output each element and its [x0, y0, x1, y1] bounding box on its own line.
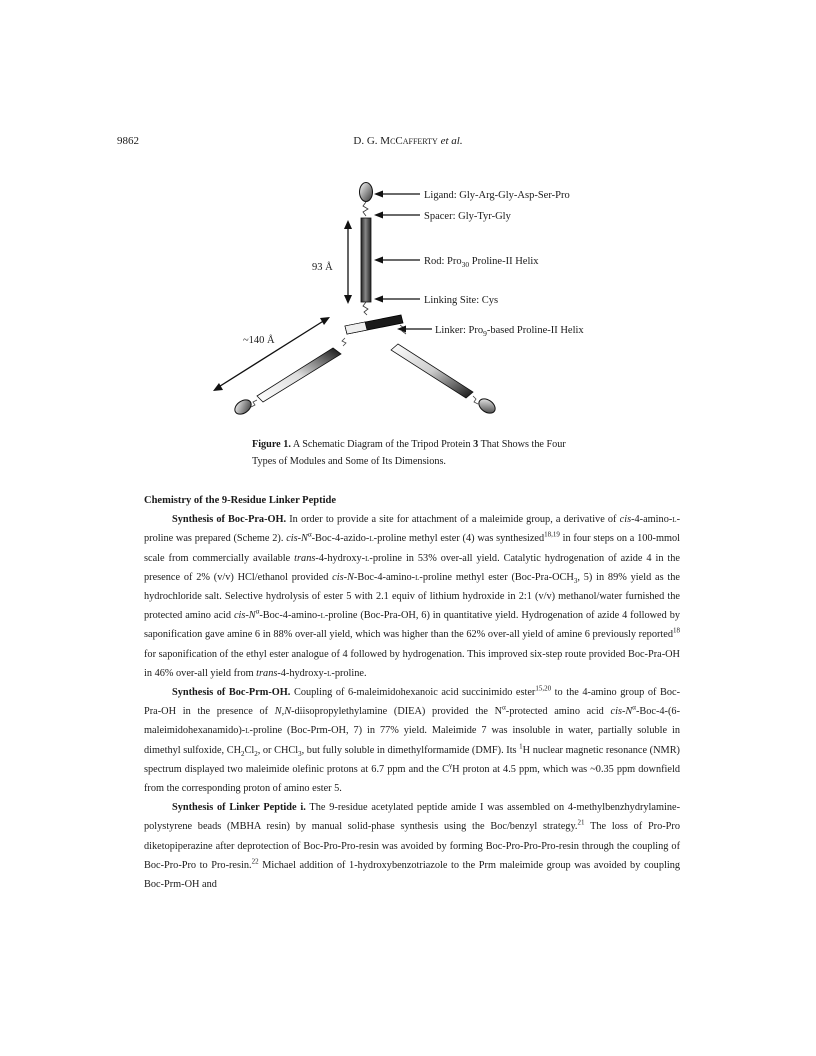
- top-ligand: [360, 183, 373, 217]
- superscript: α: [502, 703, 506, 712]
- body-text: [144, 491, 680, 894]
- text-run: Michael addition of 1-hydroxybenzotriazole to the Prm maleimide group was avoided by coupling Boc-Prm-OH and: [144, 859, 680, 891]
- text-run: -proline (Boc-Pra-OH, 6) in quantitative yield. Hydrogenation of azide 4 followed by saponification gave amine 6 in 88% over-all yield, which was higher than the 62% over-all yield of amine 6 previously reported: [144, 610, 680, 641]
- linker-label-suffix: -based Proline-II Helix: [486, 325, 584, 336]
- text-run: Cl: [244, 744, 255, 756]
- rod-label-suffix: Proline-II Helix: [469, 256, 539, 267]
- rod-label: [424, 256, 539, 269]
- caption-text-a: A Schematic Diagram of the Tripod Protein: [290, 439, 474, 450]
- reference-citation: 21: [577, 819, 585, 828]
- rod-dimension-arrow: [344, 220, 352, 304]
- text-run: H nuclear magnetic resonance (NMR) spectrum displayed two maleimide olefinic protons at 6.7 ppm and the C: [144, 744, 680, 775]
- text-run: cis-N: [233, 610, 256, 622]
- caption-compound: 3: [473, 439, 479, 450]
- section-heading: Chemistry of the 9-Residue Linker Peptide: [144, 495, 336, 506]
- text-run: -proline methyl ester (Boc-Pra-OCH: [419, 571, 574, 583]
- figure-caption: [252, 436, 592, 470]
- superscript: α: [255, 607, 260, 616]
- text-run: -Boc-4-amino-: [353, 571, 416, 583]
- reference-citation: 18,19: [544, 530, 560, 539]
- figure-tripod-schematic: [195, 178, 635, 428]
- text-run: -proline methyl ester (4) was synthesized: [373, 533, 545, 545]
- rod-label-prefix: Rod: Pro: [424, 256, 462, 267]
- text-run: l: [672, 514, 677, 526]
- text-run: l: [320, 610, 325, 622]
- text-run: for saponification of the ethyl ester analogue of 4 followed by hydrogenation. This improved six-step route provided Boc-Pra-OH in 46% over-all yield from: [144, 648, 680, 679]
- text-run: l: [365, 552, 370, 564]
- superscript: α: [307, 530, 312, 539]
- linker-label: [435, 325, 584, 338]
- text-run: -Boc-4-azido-: [311, 533, 370, 545]
- running-head-author: D. G. McCafferty: [353, 135, 438, 147]
- paragraph-linker-peptide: [144, 798, 680, 894]
- linker-label-prefix: Linker: Pro: [435, 325, 484, 336]
- linking-site-label: Linking Site: Cys: [424, 295, 499, 306]
- rod-label-subscript: 30: [461, 260, 470, 269]
- reference-citation: 22: [251, 857, 259, 866]
- text-run: in four steps on a 100-mmol scale from commercially available: [144, 533, 680, 564]
- subscript: 2: [241, 749, 245, 758]
- caption-label: Figure 1.: [252, 439, 291, 450]
- text-run: The loss of Pro-Pro diketopiperazine after deprotection of Boc-Pro-Pro-resin was avoided by forming Boc-Pro-Pro-Pro-resin through the coupling of Boc-Pro-Pro to Pro-resin.: [144, 821, 680, 871]
- paragraph-heading: Synthesis of Linker Peptide i.: [172, 802, 306, 814]
- text-run: , or CHCl: [257, 744, 299, 756]
- text-run: cis-N: [286, 533, 308, 545]
- text-run: -proline was prepared (Scheme 2).: [144, 514, 680, 545]
- vertical-rod: [361, 218, 371, 315]
- text-run: -proline.: [331, 667, 367, 679]
- text-run: cis-N: [610, 706, 633, 718]
- text-run: The 9-residue acetylated peptide amide I was assembled on 4-methylbenzhydrylamine-polystyrene beads (MBHA resin) by manual solid-phase synthesis using the Boc/benzyl strategy.: [144, 802, 680, 833]
- spacer-label: Spacer: Gly-Tyr-Gly: [424, 211, 511, 222]
- text-run: H proton at 4.5 ppm, which was ~0.35 ppm downfield from the corresponding proton of amino ester 5.: [144, 763, 680, 795]
- superscript: α: [632, 703, 636, 712]
- text-run: -Boc-4-(6-maleimidohexanamido)-: [144, 706, 680, 737]
- linker-helix: [342, 315, 406, 346]
- text-run: N,N: [274, 706, 292, 718]
- right-arm: [391, 344, 498, 416]
- arm-dimension-arrow: [213, 317, 330, 391]
- paragraph-heading: Synthesis of Boc-Pra-OH.: [172, 514, 287, 526]
- subscript: 3: [298, 749, 302, 758]
- text-run: trans: [256, 667, 278, 679]
- text-run: -4-hydroxy-: [315, 552, 366, 564]
- superscript: γ: [449, 761, 453, 770]
- left-arm: [232, 348, 341, 417]
- text-run: -protected amino acid: [505, 706, 611, 718]
- ligand-label: Ligand: Gly-Arg-Gly-Asp-Ser-Pro: [424, 190, 570, 201]
- text-run: In order to provide a site for attachment of a maleimide group, a derivative of: [286, 514, 620, 526]
- text-run: , but fully soluble in dimethylformamide (DMF). Its: [301, 744, 520, 756]
- caption-text-b: That Shows the Four Types of Modules and Some of Its Dimensions.: [252, 439, 566, 467]
- text-run: l: [415, 571, 420, 583]
- tripod-diagram: [195, 178, 635, 428]
- running-head: [0, 135, 816, 147]
- text-run: -4-hydroxy-: [277, 667, 328, 679]
- text-run: trans: [294, 552, 316, 564]
- text-run: Coupling of 6-maleimidohexanoic acid succinimido ester: [290, 687, 536, 699]
- text-run: l: [369, 533, 374, 545]
- text-run: -proline (Boc-Prm-OH, 7) in 77% yield. Maleimide 7 was insoluble in water, partially soluble in dimethyl sulfoxide, CH: [144, 725, 680, 756]
- text-run: -proline in 53% over-all yield. Catalytic hydrogenation of azide 4 in the presence of 2% (v/v) HCl/ethanol provided: [144, 552, 680, 583]
- running-head-et-al: et al.: [440, 135, 463, 147]
- linker-label-subscript: 9: [483, 329, 487, 338]
- text-run: to the 4-amino group of Boc-Pra-OH in the presence of: [144, 687, 681, 718]
- paragraph-heading: Synthesis of Boc-Prm-OH.: [172, 687, 291, 699]
- text-run: l: [327, 667, 332, 679]
- text-run: -diisopropylethylamine (DIEA) provided the N: [291, 706, 503, 718]
- paragraph-boc-pra: [144, 510, 680, 683]
- text-run: l: [245, 725, 250, 737]
- rod-dimension-label: 93 Å: [312, 262, 333, 273]
- subscript: 2: [254, 749, 258, 758]
- text-run: -4-amino-: [631, 514, 673, 526]
- text-run: , 5) in 89% yield as the hydrochloride salt. Selective hydrolysis of ester 5 with 2.1 equiv of lithium hydroxide in 2:1 (v/v) methanol/water furnished the protected amino acid: [144, 571, 680, 622]
- paragraph-boc-prm: [144, 683, 680, 798]
- superscript: 1: [519, 742, 523, 751]
- text-run: -Boc-4-amino-: [259, 610, 321, 622]
- page-number: 9862: [117, 135, 139, 147]
- text-run: cis-N: [332, 571, 354, 583]
- reference-citation: 15,20: [535, 684, 552, 693]
- reference-citation: 18: [673, 627, 680, 635]
- subscript: 3: [573, 576, 578, 585]
- text-run: cis: [619, 514, 632, 526]
- arm-dimension-label: ~140 Å: [243, 335, 275, 346]
